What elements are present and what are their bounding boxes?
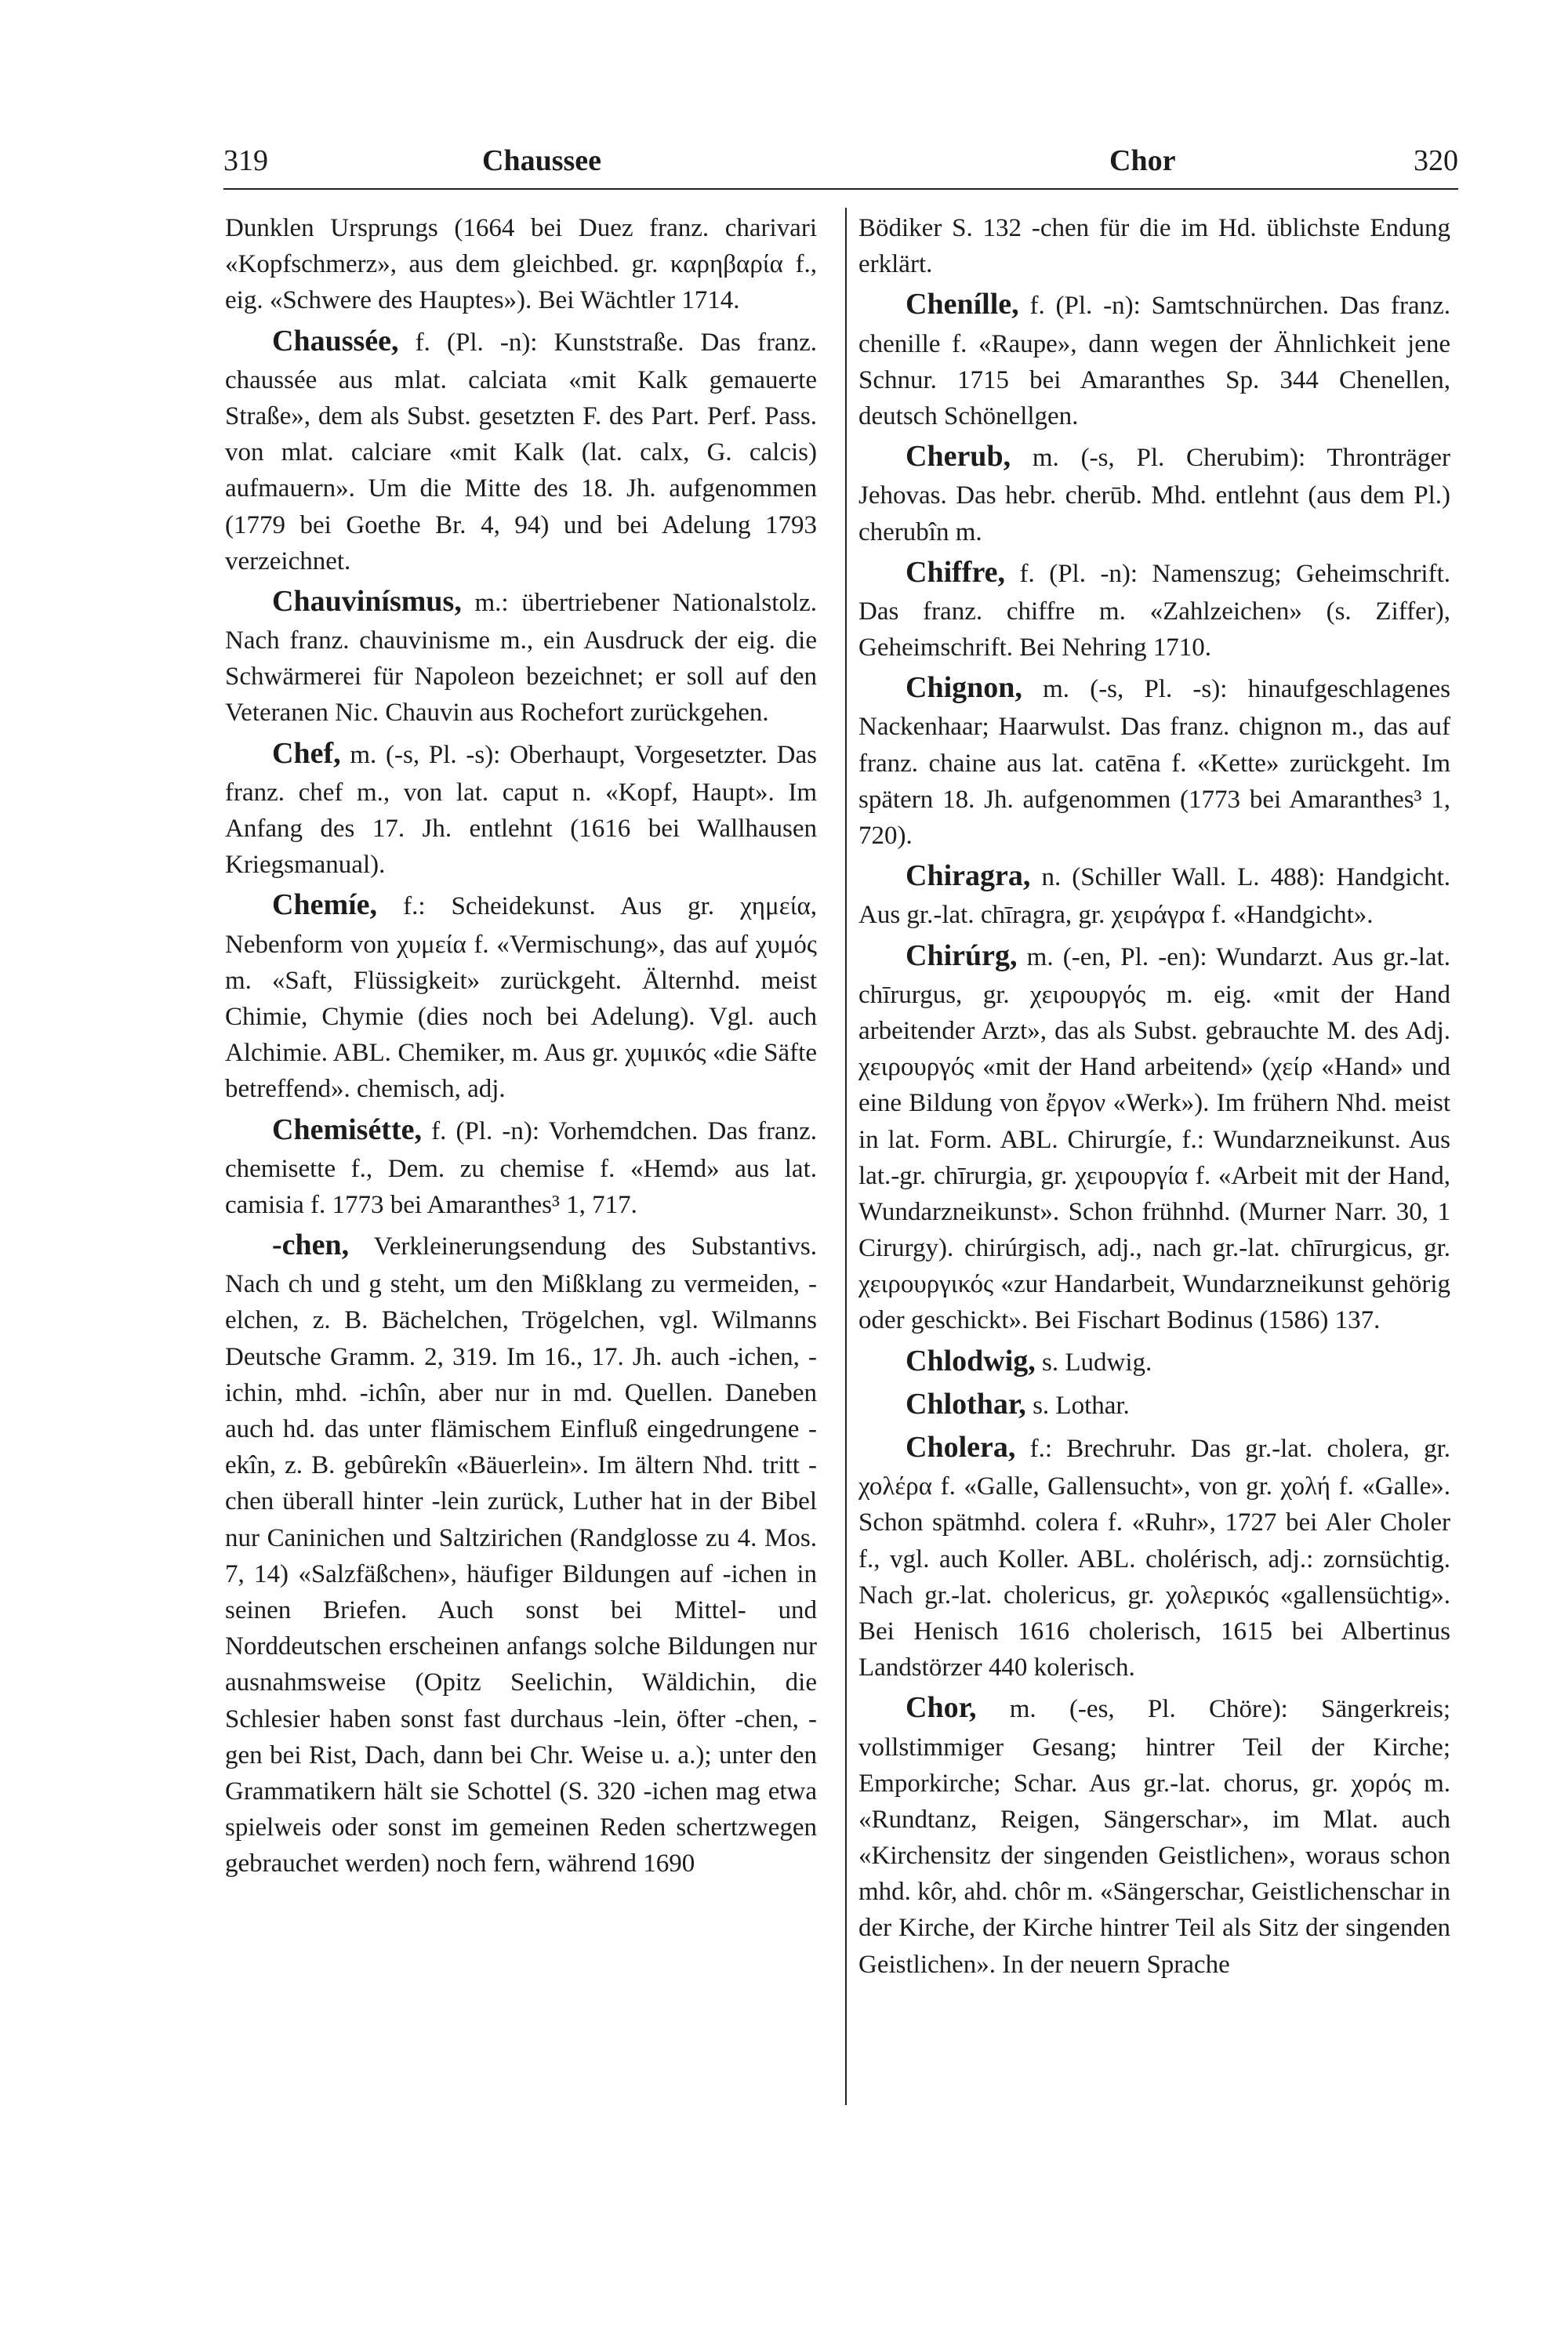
dictionary-entry [858, 210, 1450, 282]
page-number-right: 320 [1414, 144, 1458, 177]
entry-text: n. (Schiller Wall. L. 488): Handgicht. Aus gr.-lat. chīragra, gr. χειράγρα f. «Handgicht». [858, 863, 1450, 930]
running-head-right: Chor [1109, 144, 1176, 177]
entry-text: s. Ludwig. [1042, 1348, 1152, 1377]
entry-text: f. (Pl. -n): Samtschnürchen. Das franz. chenille f. «Raupe», dann wegen der Ähnlichkeit jene Schnur. 1715 bei Amaranthes Sp. 344 Chenellen, deutsch Schönellgen. [858, 292, 1450, 430]
entry-headword: Chauvinísmus, [272, 584, 462, 618]
entry-text: f. (Pl. -n): Kunststraße. Das franz. chaussée aus mlat. calciata «mit Kalk gemauerte Straße», dem als Subst. gesetzten F. des Part. Perf. Pass. von mlat. calciare «mit Kalk (lat. calx, G. calcis) aufmauern». Um die Mitte des 18. Jh. aufgenommen (1779 bei Goethe Br. 4, 94) und bei Adelung 1793 verzeichnet. [225, 328, 817, 575]
entry-headword: Chiragra, [906, 859, 1031, 893]
entry-headword: Chignon, [906, 671, 1022, 705]
entry-text: Bödiker S. 132 -chen für die im Hd. üblichste Endung erklärt. [858, 214, 1450, 279]
entry-text: f. (Pl. -n): Namenszug; Geheimschrift. Das franz. chiffre m. «Zahlzeichen» (s. Ziffer), Geheimschrift. Bei Nehring 1710. [858, 559, 1450, 662]
page-header [223, 137, 1458, 184]
page-number-left: 319 [223, 144, 268, 177]
entry-text: s. Lothar. [1033, 1391, 1130, 1420]
entry-text: Dunklen Ursprungs (1664 bei Duez franz. charivari «Kopfschmerz», aus dem gleichbed. gr. καρηβαρία f., eig. «Schwere des Hauptes»). Bei Wächtler 1714. [225, 214, 817, 315]
dictionary-entry [858, 1687, 1450, 1983]
dictionary-entry [858, 1384, 1450, 1425]
entry-text: f. (Pl. -n): Vorhemdchen. Das franz. chemisette f., Dem. zu chemise f. «Hemd» aus lat. camisia f. 1773 bei Amaranthes³ 1, 717. [225, 1116, 817, 1219]
entry-headword: -chen, [272, 1229, 350, 1262]
dictionary-entry [858, 284, 1450, 434]
dictionary-entry [858, 935, 1450, 1339]
entry-headword: Chaussée, [272, 324, 399, 358]
dictionary-entry [858, 855, 1450, 933]
entry-text: m. (-s, Pl. -s): hinaufgeschlagenes Nackenhaar; Haarwulst. Das franz. chignon m., das auf franz. chaine aus lat. catēna f. «Kette» zurückgeht. Im spätern 18. Jh. aufgenommen (1773 bei Amaranthes³ 1, 720). [858, 675, 1450, 850]
dictionary-entry [225, 321, 817, 579]
column-divider [845, 208, 847, 2105]
entry-headword: Chenílle, [906, 288, 1019, 321]
entry-headword: Chlothar, [906, 1387, 1026, 1421]
entry-text: m. (-es, Pl. Chöre): Sängerkreis; vollstimmiger Gesang; hintrer Teil der Kirche; Emporkirche; Schar. Aus gr.-lat. chorus, gr. χορός m. «Rundtanz, Reigen, Sängerschar», im Mlat. auch «Kirchensitz der singenden Geistlichen», woraus schon mhd. kôr, ahd. chôr m. «Sängerschar, Geistlichenschar in der Kirche, der Kirche hintrer Teil als Sitz der singenden Geistlichen». In der neuern Sprache [858, 1695, 1450, 1979]
entry-headword: Chiffre, [906, 555, 1005, 589]
dictionary-entry [225, 884, 817, 1107]
entry-text: f.: Brechruhr. Das gr.-lat. cholera, gr. χολέρα f. «Galle, Gallensucht», von gr. χολή f. «Galle». Schon spätmhd. colera f. «Ruhr», 1727 bei Aler Choler f., vgl. auch Koller. ABL. cholérisch, adj.: zornsüchtig. Nach gr.-lat. cholericus, gr. χολερικός «gallensüchtig». Bei Henisch 1616 cholerisch, 1615 bei Albertinus Landstörzer 440 kolerisch. [858, 1435, 1450, 1682]
header-rule [223, 188, 1458, 190]
right-column [858, 210, 1450, 2100]
dictionary-entry [225, 581, 817, 731]
entry-headword: Chemíe, [272, 888, 378, 922]
entry-headword: Cholera, [906, 1431, 1016, 1464]
dictionary-entry [858, 1427, 1450, 1686]
dictionary-entry [225, 1225, 817, 1882]
entry-text: m. (-s, Pl. -s): Oberhaupt, Vorgesetzter. Das franz. chef m., von lat. caput n. «Kopf, Haupt». Im Anfang des 17. Jh. entlehnt (1616 bei Wallhausen Kriegsmanual). [225, 740, 817, 880]
entry-headword: Chef, [272, 736, 341, 770]
entry-headword: Chemisétte, [272, 1112, 422, 1146]
left-column [225, 210, 817, 2100]
entry-headword: Chlodwig, [906, 1344, 1036, 1377]
entry-headword: Cherub, [906, 440, 1011, 474]
entry-text: Verkleinerungsendung des Substantivs. Nach ch und g steht, um den Mißklang zu vermeiden, -elchen, z. B. Bächelchen, Trögelchen, vgl. Wilmanns Deutsche Gramm. 2, 319. Im 16., 17. Jh. auch -ichen, -ichin, mhd. -ichîn, aber nur in md. Quellen. Daneben auch hd. das unter flämischem Einfluß eingedrungene -ekîn, z. B. gebûrekîn «Bäuerlein». Im ältern Nhd. tritt -chen überall hinter -lein zurück, Luther hat in der Bibel nur Caninichen und Saltzirichen (Randglosse zu 4. Mos. 7, 14) «Salzfäßchen», häufiger Bildungen auf -ichen in seinen Briefen. Auch sonst bei Mittel- und Norddeutschen erscheinen anfangs solche Bildungen nur ausnahmsweise (Opitz Seelichin, Wäldichin, die Schlesier haben sonst fast durchaus -lein, öfter -chen, -gen bei Rist, Dach, dann bei Chr. Weise u. a.); unter den Grammatikern hält sie Schottel (S. 320 -ichen mag etwa spielweis oder sonst im gemeinen Reden schertzwegen gebrauchet werden) noch fern, während 1690 [225, 1232, 817, 1878]
dictionary-entry [225, 733, 817, 884]
running-head-left: Chaussee [482, 144, 602, 177]
entry-text: m.: übertriebener Nationalstolz. Nach franz. chauvinisme m., ein Ausdruck der eig. die Schwärmerei für Napoleon bezeichnet; er soll auf den Veteranen Nic. Chauvin aus Rochefort zurückgehen. [225, 588, 817, 728]
dictionary-entry [858, 552, 1450, 666]
dictionary-entry [225, 210, 817, 319]
dictionary-entry [858, 667, 1450, 854]
entry-headword: Chor, [906, 1691, 977, 1725]
entry-text: f.: Scheidekunst. Aus gr. χημεία, Nebenform von χυμεία f. «Vermischung», das auf χυμός m. «Saft, Flüssigkeit» zurückgeht. Älternhd. meist Chimie, Chymie (dies noch bei Adelung). Vgl. auch Alchimie. ABL. Chemiker, m. Aus gr. χυμικός «die Säfte betreffend». chemisch, adj. [225, 892, 817, 1104]
entry-text: m. (-en, Pl. -en): Wundarzt. Aus gr.-lat. chīrurgus, gr. χειρουργός m. eig. «mit der Hand arbeitender Arzt», das als Subst. gebrauchte M. des Adj. χειρουργός «mit der Hand arbeitend» (χείρ «Hand» und eine Bildung von ἔργον «Werk»). Im frühern Nhd. meist in lat. Form. ABL. Chirurgíe, f.: Wundarzneikunst. Aus lat.-gr. chīrurgia, gr. χειρουργία f. «Arbeit mit der Hand, Wundarzneikunst». Schon frühnhd. (Murner Narr. 30, 1 Cirurgy). chirúrgisch, adj., nach gr.-lat. chīrurgicus, gr. χειρουργικός «zur Handarbeit, Wundarzneikunst gehörig oder geschickt». Bei Fischart Bodinus (1586) 137. [858, 942, 1450, 1335]
entry-headword: Chirúrg, [906, 938, 1018, 972]
dictionary-entry [858, 436, 1450, 550]
entry-text: m. (-s, Pl. Cherubim): Thronträger Jehovas. Das hebr. cherūb. Mhd. entlehnt (aus dem Pl.) cherubîn m. [858, 444, 1450, 546]
dictionary-entry [225, 1109, 817, 1224]
dictionary-entry [858, 1341, 1450, 1382]
